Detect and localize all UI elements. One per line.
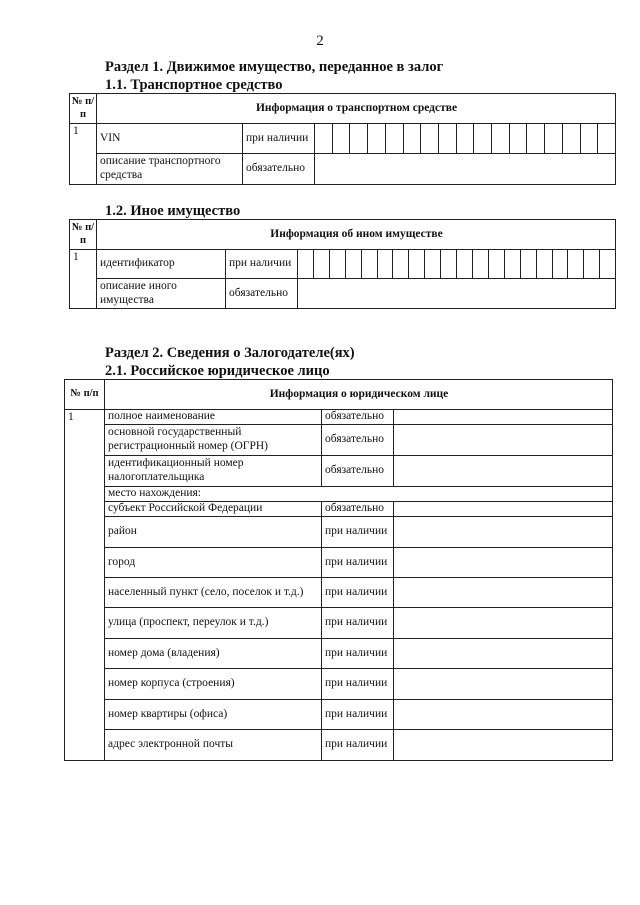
district-requirement: при наличии	[322, 517, 394, 548]
full-name-value[interactable]	[394, 410, 613, 425]
identifier-requirement: при наличии	[226, 250, 298, 279]
table-row	[65, 502, 613, 517]
inn-label: идентификационный номер налогоплательщика	[105, 456, 322, 487]
identifier-label: идентификатор	[97, 250, 226, 279]
building-number-label: номер корпуса (строения)	[105, 669, 322, 700]
vehicle-description-requirement: обязательно	[243, 154, 315, 185]
other-property-table	[69, 219, 616, 309]
other-property-info-header: Информация об ином имуществе	[97, 220, 616, 250]
settlement-value[interactable]	[394, 578, 613, 608]
table-row	[70, 250, 616, 279]
legal-entity-table	[64, 379, 613, 761]
ogrn-value[interactable]	[394, 425, 613, 456]
ogrn-requirement: обязательно	[322, 425, 394, 456]
house-number-requirement: при наличии	[322, 639, 394, 669]
table-row	[70, 279, 616, 309]
table-row	[65, 548, 613, 578]
vin-requirement: при наличии	[243, 124, 315, 154]
column-number-header: № п/п	[70, 94, 97, 124]
email-value[interactable]	[394, 730, 613, 761]
vin-label: VIN	[97, 124, 243, 154]
full-name-label: полное наименование	[105, 410, 322, 425]
table-row	[65, 700, 613, 730]
column-number-header: № п/п	[70, 220, 97, 250]
city-value[interactable]	[394, 548, 613, 578]
vehicle-info-header: Информация о транспортном средстве	[97, 94, 616, 124]
apartment-number-requirement: при наличии	[322, 700, 394, 730]
house-number-label: номер дома (владения)	[105, 639, 322, 669]
table-header-row	[70, 94, 616, 124]
table-header-row	[70, 220, 616, 250]
identifier-character-grid[interactable]	[298, 250, 616, 279]
city-label: город	[105, 548, 322, 578]
row-number: 1	[70, 124, 97, 185]
full-name-requirement: обязательно	[322, 410, 394, 425]
apartment-number-value[interactable]	[394, 700, 613, 730]
district-label: район	[105, 517, 322, 548]
building-number-requirement: при наличии	[322, 669, 394, 700]
vehicle-table	[69, 93, 616, 185]
house-number-value[interactable]	[394, 639, 613, 669]
table-header-row	[65, 380, 613, 410]
email-requirement: при наличии	[322, 730, 394, 761]
region-value[interactable]	[394, 502, 613, 517]
street-label: улица (проспект, переулок и т.д.)	[105, 608, 322, 639]
legal-entity-info-header: Информация о юридическом лице	[105, 380, 613, 410]
table-row	[65, 669, 613, 700]
table-row	[65, 608, 613, 639]
vehicle-description-label: описание транспортного средства	[97, 154, 243, 185]
region-label: субъект Российской Федерации	[105, 502, 322, 517]
row-number: 1	[70, 250, 97, 309]
district-value[interactable]	[394, 517, 613, 548]
other-property-description-label: описание иного имущества	[97, 279, 226, 309]
ogrn-label: основной государственный регистрационный номер (ОГРН)	[105, 425, 322, 456]
building-number-value[interactable]	[394, 669, 613, 700]
table-row	[65, 639, 613, 669]
table-row	[65, 517, 613, 548]
email-label: адрес электронной почты	[105, 730, 322, 761]
other-property-description-value[interactable]	[298, 279, 616, 309]
location-label: место нахождения:	[105, 487, 613, 502]
section-1-title: Раздел 1. Движимое имущество, переданное в залог	[105, 59, 444, 75]
settlement-label: населенный пункт (село, поселок и т.д.)	[105, 578, 322, 608]
vehicle-description-value[interactable]	[315, 154, 616, 185]
section-2-title: Раздел 2. Сведения о Залогодателе(ях)	[105, 345, 355, 361]
row-number: 1	[65, 410, 105, 761]
table-row	[70, 124, 616, 154]
city-requirement: при наличии	[322, 548, 394, 578]
inn-value[interactable]	[394, 456, 613, 487]
table-row	[65, 410, 613, 425]
column-number-header: № п/п	[65, 380, 105, 410]
table-row	[65, 456, 613, 487]
subsection-1-1-title: 1.1. Транспортное средство	[105, 77, 283, 93]
table-row	[65, 487, 613, 502]
apartment-number-label: номер квартиры (офиса)	[105, 700, 322, 730]
subsection-1-2-title: 1.2. Иное имущество	[105, 203, 241, 219]
inn-requirement: обязательно	[322, 456, 394, 487]
vin-character-grid[interactable]	[315, 124, 616, 154]
table-row	[65, 578, 613, 608]
table-row	[65, 425, 613, 456]
street-value[interactable]	[394, 608, 613, 639]
page-number: 2	[316, 33, 324, 49]
region-requirement: обязательно	[322, 502, 394, 517]
subsection-2-1-title: 2.1. Российское юридическое лицо	[105, 363, 330, 379]
settlement-requirement: при наличии	[322, 578, 394, 608]
street-requirement: при наличии	[322, 608, 394, 639]
other-property-description-requirement: обязательно	[226, 279, 298, 309]
table-row	[65, 730, 613, 761]
table-row	[70, 154, 616, 185]
